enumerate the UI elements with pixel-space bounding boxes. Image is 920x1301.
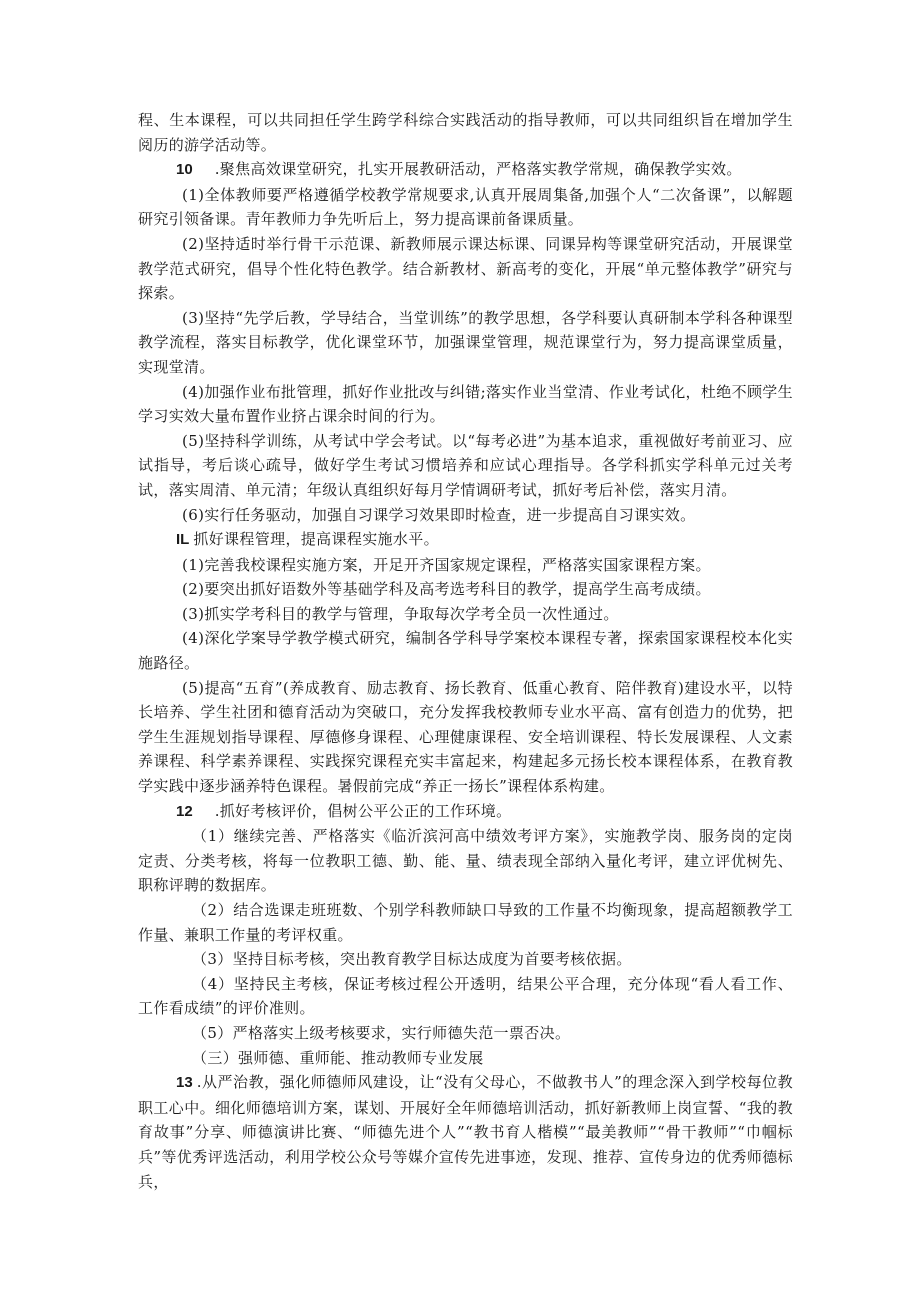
section-body-text: .从严治教，强化师德师风建设，让“没有父母心，不做教书人”的理念深入到学校每位教职工心中。细化师德培训方案，谋划、开展好全年师德培训活动，抓好新教师上岗宣誓、“我的教育故事”分享、师德演讲比赛、“师德先进个人”“教书育人楷模”“最美教师”“骨干教师”“巾帼标兵”等优秀评选活动，利用学校公众号等媒介宣传先进事迹，发现、推荐、宣传身边的优秀师德标兵， [138, 1073, 793, 1191]
list-item: (4)深化学案导学教学模式研究，编制各学科导学案校本课程专著，探索国家课程校本化实施路径。 [138, 629, 793, 673]
section-number: 10 [176, 161, 193, 179]
section-heading-11 [138, 527, 793, 553]
section-heading-13 [138, 1070, 793, 1194]
list-item: (5)提高“五育”(养成教育、励志教育、扬长教育、低重心教育、陪伴教育)建设水平，以特长培养、学生社团和德育活动为突破口，充分发挥我校教师专业水平高、富有创造力的优势，把学生生涯规划指导课程、厚德修身课程、心理健康课程、安全培训课程、特长发展课程、人文素养课程、科学素养课程、实践探究课程充实丰富起来，构建起多元扬长校本课程体系，在教育教学实践中逐步涵养特色课程。暑假前完成“养正一扬长”课程体系构建。 [138, 678, 793, 796]
list-item: (6)实行任务驱动，加强自习课学习效果即时检查，进一步提高自习课实效。 [182, 505, 696, 524]
list-item: (2)坚持适时举行骨干示范课、新教师展示课达标课、同课异构等课堂研究活动，开展课堂教学范式研究，倡导个性化特色教学。结合新教材、新高考的变化，开展“单元整体教学”研究与探索。 [138, 234, 793, 303]
list-item: （2）结合选课走班班数、个别学科教师缺口导致的工作量不均衡现象，提高超额教学工作量、兼职工作量的考评权重。 [138, 901, 793, 944]
section-heading-text: 抓好课程管理，提高课程实施水平。 [193, 530, 439, 549]
list-item: (1)全体教师要严格遵循学校教学常规要求,认真开展周集备,加强个人“二次备课”，以解题研究引领备课。青年教师力争先听后上，努力提高课前备课质量。 [138, 185, 793, 229]
section-number: 12 [176, 802, 193, 820]
list-item: (1)完善我校课程实施方案，开足开齐国家规定课程，严格落实国家课程方案。 [182, 555, 711, 574]
list-item: (4)加强作业布批管理，抓好作业批改与纠错;落实作业当堂清、作业考试化，杜绝不顾学生学习实效大量布置作业挤占课余时间的行为。 [138, 382, 794, 426]
list-item: (3)坚持“先学后教，学导结合，当堂训练”的教学思想，各学科要认真研制本学科各种课型教学流程，落实目标教学，优化课堂环节，加强课堂管理，规范课堂行为，努力提高课堂质量，实现堂清。 [138, 308, 793, 376]
section-number: IL [176, 531, 190, 549]
document-body [138, 108, 793, 1194]
section-heading-10 [138, 157, 793, 183]
subsection-heading: （三）强师德、重师能、推动教师专业发展 [192, 1048, 484, 1067]
list-item: （1）继续完善、严格落实《临沂滨河高中绩效考评方案》，实施教学岗、服务岗的定岗定责、分类考核，将每一位教职工德、勤、能、量、绩表现全部纳入量化考评，建立评优树先、职称评聘的数据库。 [138, 827, 793, 895]
section-number: 13 [176, 1074, 193, 1092]
paragraph-continuation: 程、生本课程，可以共同担任学生跨学科综合实践活动的指导教师，可以共同组织旨在增加学生阅历的游学活动等。 [138, 111, 793, 154]
section-heading-text: .聚焦高效课堂研究，扎实开展教研活动，严格落实教学常规，确保教学实效。 [214, 160, 742, 179]
section-heading-text: .抓好考核评价，倡树公平公正的工作环境。 [214, 801, 512, 820]
list-item: （3）坚持目标考核，突出教育教学目标达成度为首要考核依据。 [192, 950, 632, 969]
list-item: (2)要突出抓好语数外等基础学科及高考选考科目的教学，提高学生高考成绩。 [182, 580, 711, 599]
list-item: （4）坚持民主考核，保证考核过程公开透明，结果公平合理，充分体现“看人看工作、工作看成绩”的评价准则。 [138, 974, 793, 1018]
list-item: (3)抓实学考科目的教学与管理，争取每次学考全员一次性通过。 [182, 604, 619, 623]
section-heading-12 [138, 799, 793, 825]
list-item: (5)坚持科学训练，从考试中学会考试。以“每考必进”为基本追求，重视做好考前亚习、应试指导，考后谈心疏导，做好学生考试习惯培养和应试心理指导。各学科抓实学科单元过关考试，落实周清、单元清；年级认真组织好每月学情调研考试，抓好考后补偿，落实月清。 [138, 431, 793, 499]
list-item: （5）严格落实上级考核要求，实行师德失范一票否决。 [192, 1023, 571, 1042]
